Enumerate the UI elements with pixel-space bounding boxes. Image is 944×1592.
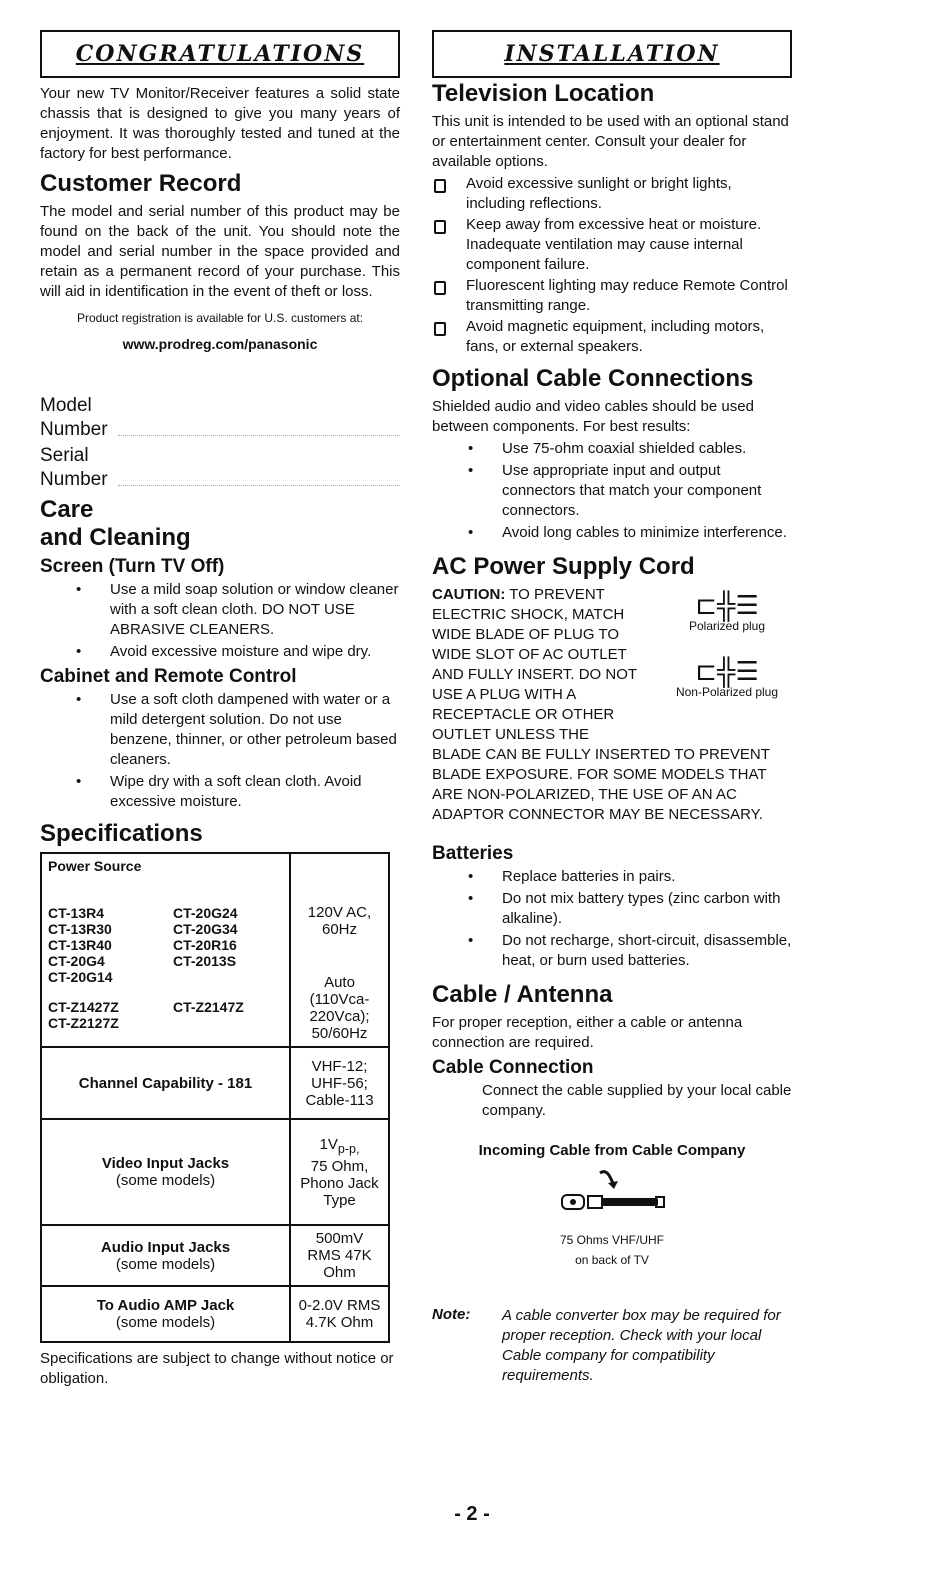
cable-antenna-heading: Cable / Antenna	[432, 981, 613, 1008]
ac-power-heading: AC Power Supply Cord	[432, 553, 695, 580]
customer-record-heading: Customer Record	[40, 170, 242, 197]
power-source-label: Power Source	[48, 858, 142, 874]
audio-sub: (some models)	[115, 1255, 216, 1273]
record-form	[40, 394, 400, 492]
audio-label: Audio Input Jacks	[100, 1238, 231, 1256]
table-row	[41, 1286, 389, 1342]
model-id: CT-Z2147Z	[173, 999, 244, 1015]
table-row	[41, 853, 389, 1047]
models-group-a	[48, 905, 283, 985]
model-id: CT-20G4	[48, 953, 105, 969]
registration-text: Product registration is available for U.S. customers at:	[76, 311, 364, 325]
registration-url[interactable]: www.prodreg.com/panasonic	[122, 336, 318, 352]
congratulations-banner	[40, 30, 400, 78]
list-item: • Use a soft cloth dampened with water or a mild detergent solution. Do not use benzene, thinner, or other petroleum based cleaners.	[40, 690, 400, 770]
audio-value: 500mV RMS 47K Ohm	[290, 1225, 389, 1286]
amp-label: To Audio AMP Jack	[96, 1297, 235, 1314]
screen-heading: Screen (Turn TV Off)	[40, 556, 225, 577]
amp-value: 0-2.0V RMS 4.7K Ohm	[290, 1286, 389, 1342]
cabinet-list	[40, 690, 400, 812]
list-item: • Use 75-ohm coaxial shielded cables.	[432, 439, 792, 459]
care-heading-line2: and Cleaning	[40, 524, 191, 551]
power-value-a: 120V AC, 60Hz	[307, 904, 372, 938]
amp-cell	[41, 1286, 290, 1342]
video-voltage-sub: p-p,	[337, 1141, 360, 1156]
serial-number-field[interactable]	[118, 444, 400, 486]
video-value-cell	[290, 1119, 389, 1225]
channel-label: Channel Capability - 181	[41, 1047, 290, 1119]
table-row	[41, 1119, 389, 1225]
model-id	[173, 1015, 283, 1031]
cable-diagram-title: Incoming Cable from Cable Company	[478, 1142, 746, 1159]
note-text: A cable converter box may be required for proper reception. Check with your local Cable company for compatibility requirements.	[502, 1307, 781, 1384]
cable-connection-text: Connect the cable supplied by your local cable company.	[482, 1082, 792, 1119]
model-number-row	[40, 394, 400, 442]
model-number-field[interactable]	[118, 394, 400, 436]
model-id: CT-13R4	[48, 905, 105, 921]
caution-block	[432, 585, 792, 825]
list-item: • Use appropriate input and output connectors that match your component connectors.	[432, 461, 792, 521]
model-id: CT-13R40	[48, 937, 112, 953]
cable-connection-heading: Cable Connection	[432, 1057, 594, 1078]
batteries-list	[432, 867, 792, 971]
model-id: CT-13R30	[48, 921, 112, 937]
specifications-table	[40, 852, 390, 1343]
channel-value: VHF-12; UHF-56; Cable-113	[290, 1047, 389, 1119]
non-polarized-plug-icon: ⊏╬☰	[695, 656, 759, 686]
tv-location-text: This unit is intended to be used with an optional stand or entertainment center. Consult your dealer for available options.	[432, 113, 789, 170]
caution-text-1: TO PREVENT ELECTRIC SHOCK, MATCH WIDE BLADE OF PLUG TO WIDE SLOT OF AC OUTLET AND FULLY INSERT. DO NOT USE A PLUG WITH A RECEPTACLE OR OTHER OUTLET UNLESS THE	[432, 586, 637, 743]
list-item: • Use a mild soap solution or window cleaner with a soft clean cloth. DO NOT USE ABRASIVE CLEANERS.	[40, 580, 400, 640]
caution-text-upper	[432, 585, 642, 745]
note-block	[432, 1306, 792, 1386]
video-voltage: 1V	[319, 1135, 338, 1153]
polarized-plug-icon: ⊏╬☰	[695, 590, 759, 620]
list-item: Avoid excessive sunlight or bright lights, including reflections.	[432, 174, 792, 214]
page-number: - 2 -	[454, 1503, 490, 1525]
specifications-heading: Specifications	[40, 820, 203, 847]
screen-list	[40, 580, 400, 662]
cable-connections-text: Shielded audio and video cables should be used between components. For best results:	[432, 398, 754, 435]
non-polarized-plug-label: Non-Polarized plug	[675, 685, 779, 699]
caution-text-lower: BLADE CAN BE FULLY INSERTED TO PREVENT BLADE EXPOSURE. FOR SOME MODELS THAT ARE NON-POLARIZED, THE USE OF AN AC ADAPTOR CONNECTOR MAY BE NECESSARY.	[432, 746, 770, 823]
care-heading	[40, 496, 400, 552]
specifications-footer: Specifications are subject to change without notice or obligation.	[40, 1350, 394, 1387]
tv-location-heading: Television Location	[432, 80, 655, 107]
list-item: • Wipe dry with a soft clean cloth. Avoid excessive moisture.	[40, 772, 400, 812]
list-item: Fluorescent lighting may reduce Remote Control transmitting range.	[432, 276, 792, 316]
power-source-cell	[41, 853, 290, 1047]
model-label-number: Number	[40, 419, 108, 440]
model-id: CT-20G34	[173, 921, 238, 937]
intro-text: Your new TV Monitor/Receiver features a solid state chassis that is designed to give you many years of enjoyment. It was thoroughly tested and tuned at the factory for best performance.	[40, 85, 400, 162]
list-item: • Avoid long cables to minimize interference.	[432, 523, 792, 543]
list-item: • Replace batteries in pairs.	[432, 867, 792, 887]
model-id: CT-2013S	[173, 953, 237, 969]
banner-title: INSTALLATION	[504, 41, 720, 67]
video-label: Video Input Jacks	[101, 1155, 230, 1172]
serial-label-number: Number	[40, 469, 108, 490]
plug-diagrams	[662, 585, 792, 699]
batteries-heading: Batteries	[432, 843, 514, 864]
serial-label: Serial	[40, 445, 89, 466]
list-item: Keep away from excessive heat or moisture. Inadequate ventilation may cause internal component failure.	[432, 215, 792, 275]
video-cell	[41, 1119, 290, 1225]
cable-diagram-caption-1: 75 Ohms VHF/UHF	[559, 1233, 664, 1247]
tv-location-list	[432, 174, 792, 357]
table-row	[41, 1047, 389, 1119]
video-value: 75 Ohm, Phono Jack Type	[300, 1157, 379, 1209]
cable-diagram	[432, 1169, 792, 1230]
power-value-cell	[290, 853, 389, 1047]
model-id: CT-20G14	[48, 969, 113, 985]
cable-antenna-text: For proper reception, either a cable or antenna connection are required.	[432, 1014, 743, 1051]
power-value-b: Auto (110Vca-220Vca); 50/60Hz	[309, 974, 370, 1042]
customer-record-text: The model and serial number of this product may be found on the back of the unit. You should note the model and serial number in the space provided and retain as a permanent record of your purchase. This will aid in identification in the event of theft or loss.	[40, 203, 400, 300]
table-row	[41, 1225, 389, 1286]
caution-label: CAUTION:	[432, 586, 506, 603]
model-id: CT-20R16	[173, 937, 237, 953]
model-id: CT-20G24	[173, 905, 238, 921]
amp-sub: (some models)	[115, 1314, 216, 1331]
models-group-b	[48, 999, 283, 1031]
banner-title: CONGRATULATIONS	[75, 41, 365, 67]
cabinet-heading: Cabinet and Remote Control	[40, 666, 297, 687]
audio-cell	[41, 1225, 290, 1286]
installation-banner	[432, 30, 792, 78]
left-column	[40, 30, 400, 1389]
cable-connections-heading: Optional Cable Connections	[432, 365, 754, 392]
list-item: • Do not recharge, short-circuit, disassemble, heat, or burn used batteries.	[432, 931, 792, 971]
list-item: • Do not mix battery types (zinc carbon with alkaline).	[432, 889, 792, 929]
model-id: CT-Z1427Z	[48, 999, 119, 1015]
model-id: CT-Z2127Z	[48, 1015, 119, 1031]
cable-connections-list	[432, 439, 792, 543]
polarized-plug-label: Polarized plug	[688, 619, 766, 633]
note-label: Note:	[432, 1306, 471, 1323]
serial-number-row	[40, 444, 400, 492]
model-label: Model	[40, 395, 92, 416]
right-column	[432, 30, 792, 1386]
model-id	[173, 969, 283, 985]
coax-cable-icon	[552, 1169, 672, 1225]
care-heading-line1: Care	[40, 496, 94, 523]
video-sub: (some models)	[115, 1172, 216, 1189]
list-item: Avoid magnetic equipment, including motors, fans, or external speakers.	[432, 317, 792, 357]
list-item: • Avoid excessive moisture and wipe dry.	[40, 642, 400, 662]
cable-diagram-caption-2: on back of TV	[575, 1253, 649, 1267]
